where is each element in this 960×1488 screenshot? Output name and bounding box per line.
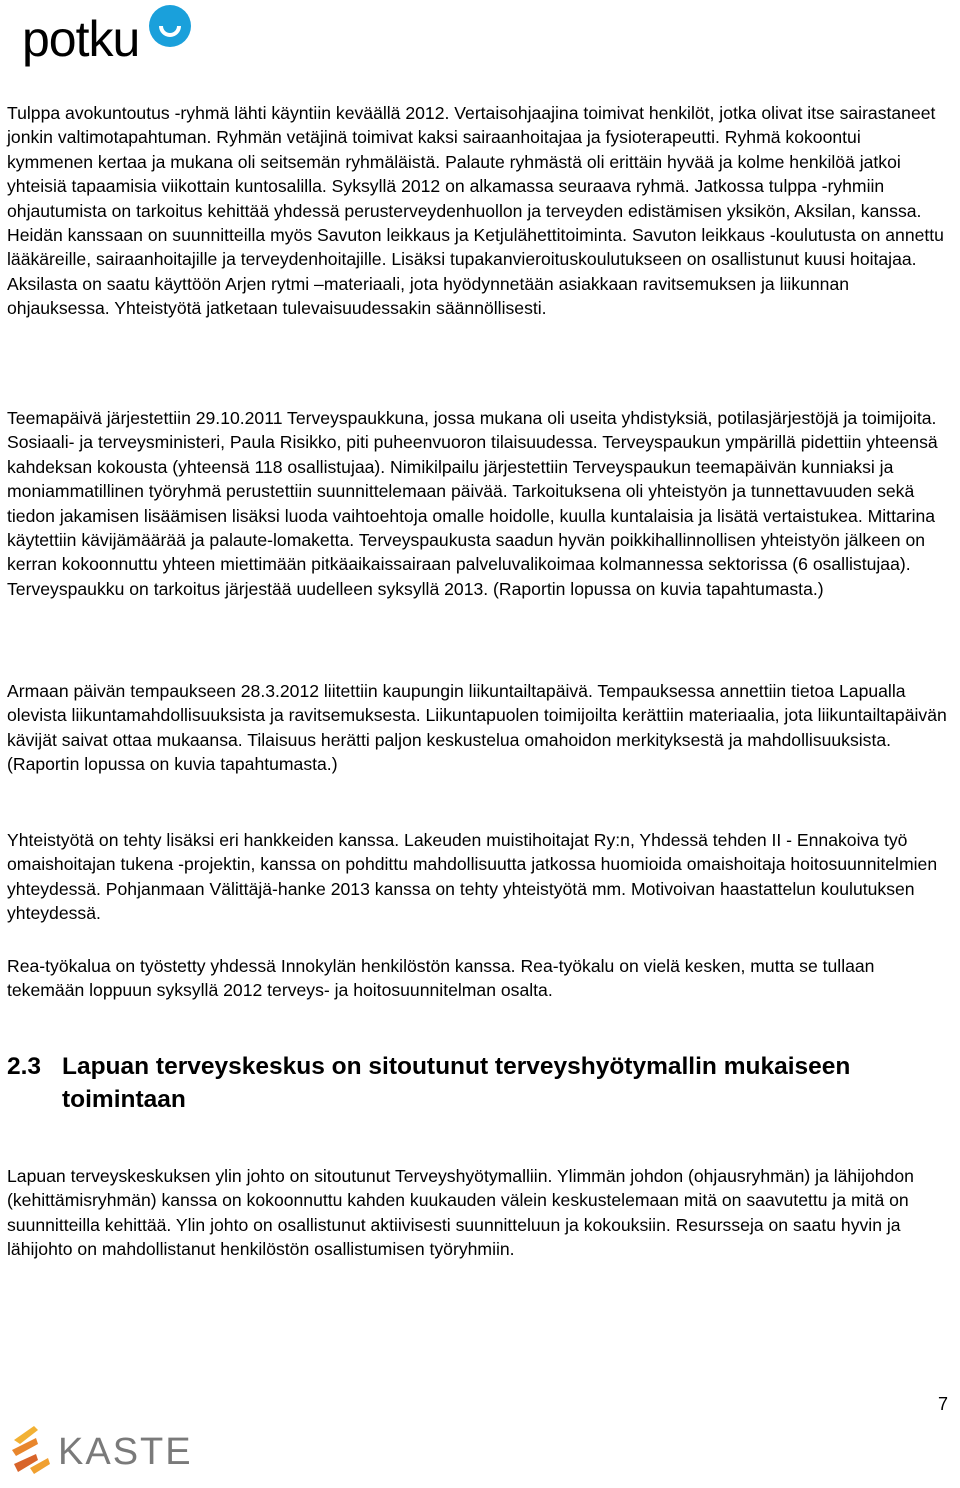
kaste-logo-mark bbox=[12, 1426, 50, 1474]
kaste-logo bbox=[8, 1420, 214, 1478]
potku-logo bbox=[22, 4, 192, 68]
page-number: 7 bbox=[938, 1394, 949, 1414]
paragraph-johto: Lapuan terveyskeskuksen ylin johto on sitoutunut Terveyshyötymalliin. Ylimmän johdon (ohjausryhmän) ja lähijohdon (kehittämisryhmän) kanssa on kokoonnuttu kahden kuukauden välein keskustelemaan mitä on saavutettu ja mitä on suunnitteilla kehittää. Ylin johto on osallistunut aktiivisesti suunnitteluun ja kokouksiin. Resursseja on saatu hyvin ja lähijohto on mahdollistanut henkilöstön osallistumisen työryhmiin. bbox=[7, 1166, 914, 1260]
potku-logo-circle bbox=[149, 5, 191, 47]
section-title-line1: Lapuan terveyskeskus on sitoutunut terveyshyötymallin mukaiseen bbox=[62, 1053, 851, 1080]
section-heading bbox=[7, 1050, 952, 1116]
paragraph-rea-tyokalu: Rea-työkalua on työstetty yhdessä Innokylän henkilöstön kanssa. Rea-työkalu on vielä kesken, mutta se tullaan tekemään loppuun syksyllä 2012 terveys- ja hoitosuunnitelman osalta. bbox=[7, 956, 875, 1001]
paragraph-teemapaiva: Teemapäivä järjestettiin 29.10.2011 Terveyspaukkuna, jossa mukana oli useita yhdistyksiä, potilasjärjestöjä ja toimijoita. Sosiaali- ja terveysministeri, Paula Risikko, piti puheenvuoron tilaisuudessa. Terveyspaukun ympärillä pidettiin yhteensä kahdeksan kokousta (yhteensä 118 osallistujaa). Nimikilpailu järjestettiin Terveyspaukun teemapäivän kunniaksi ja moniammatillinen työryhmä perustettiin suunnittelemaan päivää. Tarkoituksena oli yhteistyön ja tunnettavuuden sekä tiedon jakamisen lisäämisen lisäksi luoda vaihtoehtoja omalle hoidolle, kuulla kuntalaisia ja lisätä vertaistukea. Mittarina käytettiin kävijämäärää ja palaute-lomaketta. Terveyspaukusta saadun hyvän poikkihallinnollisen yhteistyön jälkeen on kerran kokoonnuttu yhteen miettimään pitkäaikaissairaan palveluvalikoimaa kolmannessa sektorissa (6 osallistujaa). Terveyspaukku on tarkoitus järjestää uudelleen syksyllä 2013. (Raportin lopussa on kuvia tapahtumasta.) bbox=[7, 408, 938, 599]
paragraph-armaan-paiva: Armaan päivän tempaukseen 28.3.2012 liitettiin kaupungin liikuntailtapäivä. Tempauksessa annettiin tietoa Lapualla olevista liikuntamahdollisuuksista ja ravitsemuksesta. Liikuntapuolen toimijoilta kerättiin materiaalia, jota liikuntailtapäivän kävijät saivat ottaa mukaansa. Tilaisuus herätti paljon keskustelua omahoidon merkityksestä ja mahdollisuuksista. (Raportin lopussa on kuvia tapahtumasta.) bbox=[7, 681, 947, 775]
potku-logo-text: potku bbox=[22, 11, 140, 67]
section-title-line2: toimintaan bbox=[62, 1086, 186, 1113]
kaste-logo-text: KASTE bbox=[58, 1431, 193, 1473]
section-number: 2.3 bbox=[7, 1053, 42, 1080]
paragraph-tulppa: Tulppa avokuntoutus -ryhmä lähti käyntiin keväällä 2012. Vertaisohjaajina toimivat henkilöt, jotka olivat itse sairastaneet jonkin valtimotapahtuman. Ryhmän vetäjinä toimivat kaksi sairaanhoitajaa ja fysioterapeutti. Ryhmä kokoontui kymmenen kertaa ja mukana oli seitsemän ryhmäläistä. Palaute ryhmästä oli erittäin hyvää ja kolme henkilöä jatkoi yhteisiä tapaamisia viikottain kuntosalilla. Syksyllä 2012 on alkamassa seuraava ryhmä. Jatkossa tulppa -ryhmiin ohjautumista on tarkoitus kehittää yhdessä perusterveydenhuollon ja terveyden edistämisen yksikön, Aksilan, kanssa. Heidän kanssaan on suunnitteilla myös Savuton leikkaus ja Ketjulähettitoiminta. Savuton leikkaus -koulutusta on annettu lääkäreille, sairaanhoitajille ja terveydenhoitajille. Lisäksi tupakanvieroituskoulutukseen on osallistunut kuusi hoitajaa. Aksilasta on saatu käyttöön Arjen rytmi –materiaali, jota hyödynnetään asiakkaan ravitsemuksen ja liikunnan ohjauksessa. Yhteistyötä jatketaan tulevaisuudessakin säännöllisesti. bbox=[7, 103, 944, 319]
paragraph-yhteistyo: Yhteistyötä on tehty lisäksi eri hankkeiden kanssa. Lakeuden muistihoitajat Ry:n, Yhdessä tehden II - Ennakoiva työ omaishoitajan tukena -projektin, kanssa on pohdittu mahdollisuutta jatkossa huomioida omaishoitaja hoitosuunnitelmien yhteydessä. Pohjanmaan Välittäjä-hanke 2013 kanssa on tehty yhteistyötä mm. Motivoivan haastattelun koulutuksen yhteydessä. bbox=[7, 830, 938, 924]
